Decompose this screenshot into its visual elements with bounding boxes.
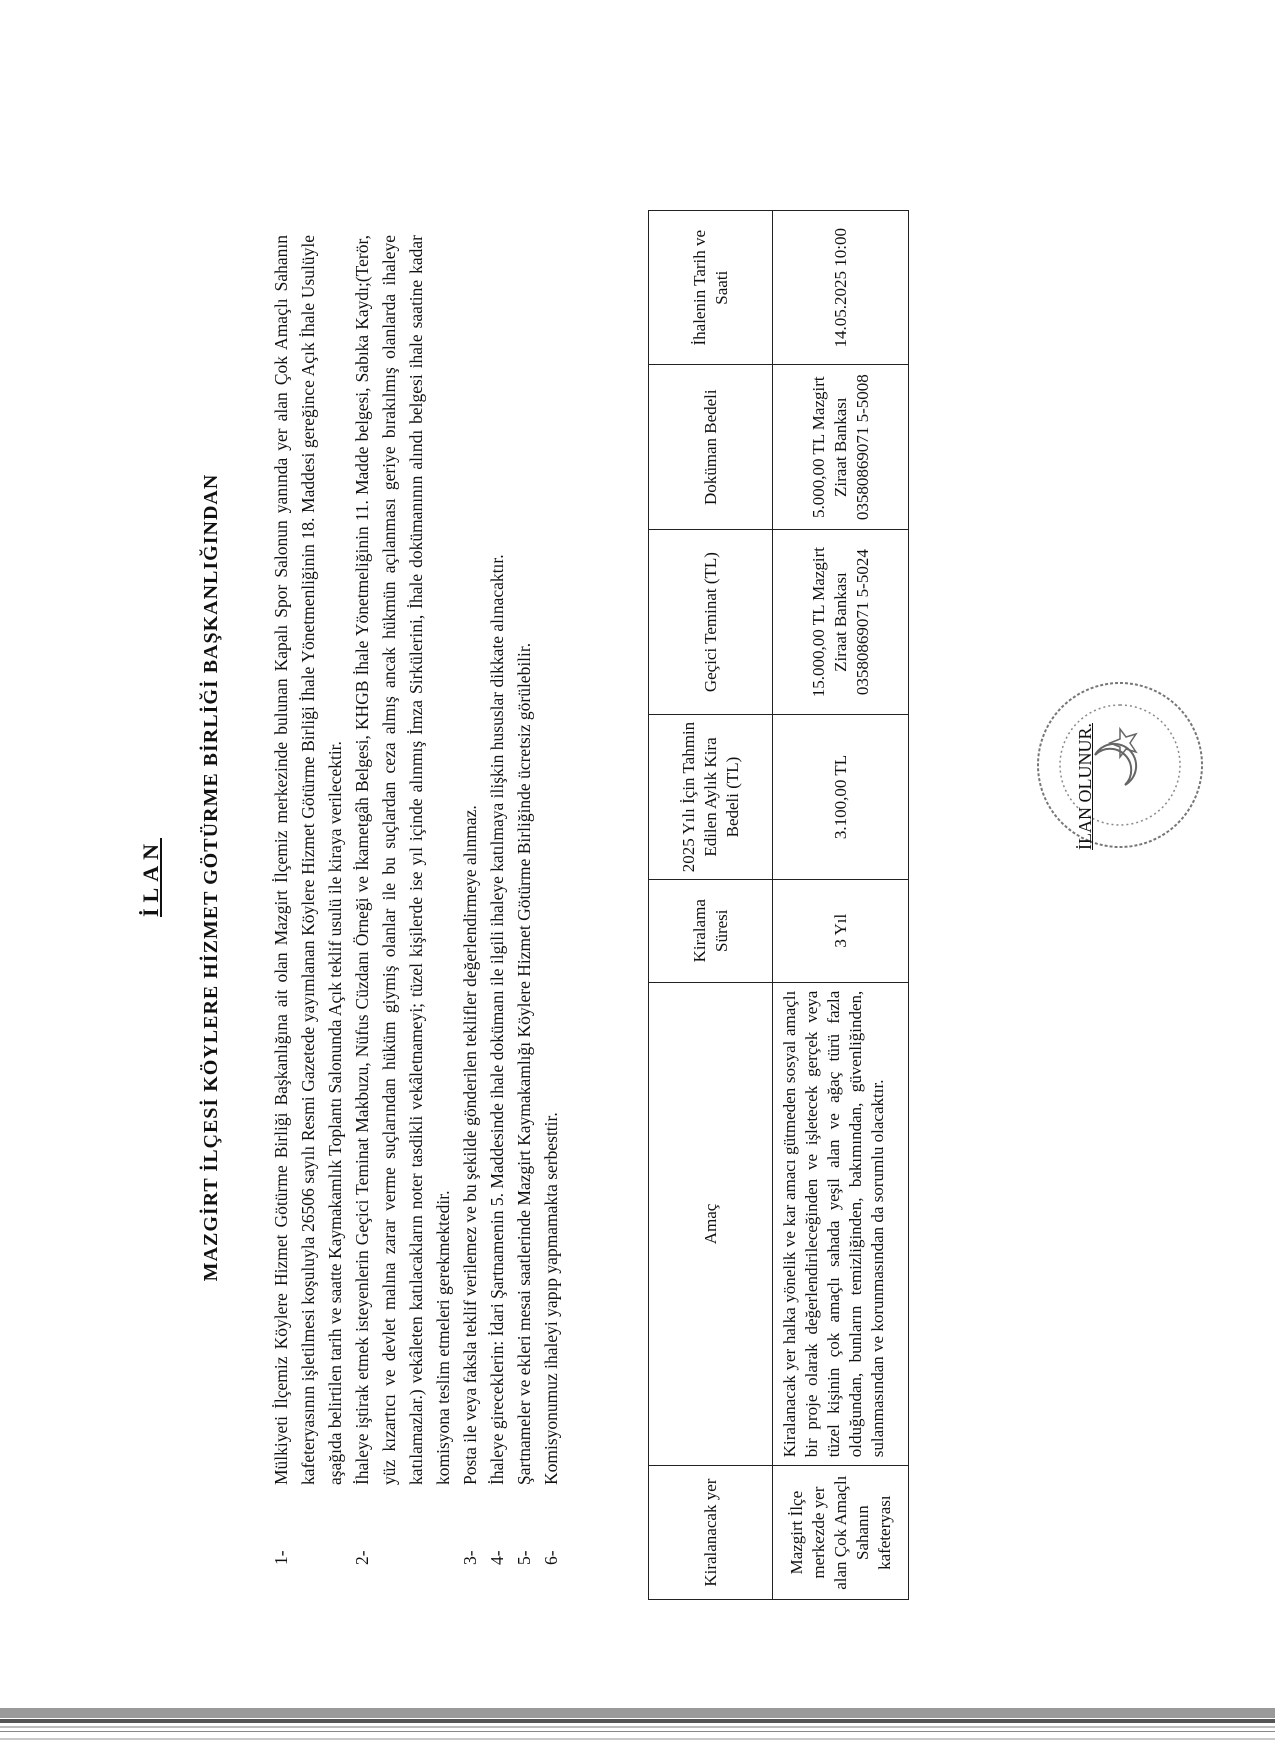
cell-deposit: 15.000,00 TL Mazgirt Ziraat Bankası 03580869071 5-5024 [773,530,909,715]
item-number: 5- [514,1550,534,1565]
table-header-row [649,211,773,1600]
announcement-items [268,235,565,1565]
item-number: 4- [487,1550,507,1565]
cell-duration: 3 Yıl [773,879,909,982]
item-number: 3- [460,1550,480,1565]
rental-table [648,210,909,1600]
scan-artifact-strip [0,1700,1275,1755]
header-deposit: Geçici Teminat (TL) [649,530,773,715]
header-place: Kiralanacak yer [649,1466,773,1600]
item-number: 2- [352,1550,372,1565]
cell-purpose: Kiralanacak yer halka yönelik ve kar amacı gütmeden sosyal amaçlı bir proje olarak değerlendirileceğinden ve işletecek gerçek veya tüzel kişinin çok amaçlı sahada yeşil alan ve ağaç türü fazla olduğundan, bunların temizliğinden, bakımından, güvenliğinden, sulanmasından ve korunmasından da sorumlu olacaktır. [773,982,909,1466]
table-row [773,211,909,1600]
cell-place: Mazgirt İlçe merkezde yer alan Çok Amaçlı Sahanın kafeteryası [773,1466,909,1600]
item-text: Posta ile veya faksla teklif verilemez ve bu şekilde gönderilen teklifler değerlendirmeye alınmaz. [460,805,480,1485]
closing-statement: İLAN OLUNUR. [1075,723,1095,850]
list-item [349,235,457,1565]
item-text: İhaleye iştirak etmek isteyenlerin Geçici Teminat Makbuzu, Nüfus Cüzdanı Örneği ve İkametgâh Belgesi, KHGB İhale Yönetmeliğinin 11. Madde belgesi, Sabıka Kaydı;(Terör, yüz kızartıcı ve devlet malına zarar verme suçlarından hüküm giymiş olanlar ile bu suçlardan ceza almış ancak hükmün açılanması geriye bırakılmış olanlarda ihaleye katılamazlar.) vekâleten katılacakların noter tasdikli vekâletnameyi; tüzel kişilerde ise yıl içinde alınmış İmza Sirkülerini, İhale dokümanının alındı belgesi ihale saatine kadar komisyona teslim etmeleri gerekmektedir. [352,235,453,1485]
list-item [538,235,565,1565]
header-monthly-rent: 2025 Yılı İçin Tahmin Edilen Aylık Kira Bedeli (TL) [649,715,773,880]
official-seal-stamp [1030,675,1210,855]
list-item [268,235,349,1565]
cell-date-time: 14.05.2025 10:00 [773,211,909,365]
organization-heading: MAZGİRT İLÇESİ KÖYLERE HİZMET GÖTÜRME BİRLİĞİ BAŞKANLIĞINDAN [200,473,222,1282]
item-text: Mülkiyeti İlçemiz Köylere Hizmet Götürme Birliği Başkanlığına ait olan Mazgirt İlçemiz merkezinde bulunan Kapalı Spor Salonun yanında yer alan Çok Amaçlı Sahanın kafeteryasının işletilmesi koşuluyla 26506 sayılı Resmi Gazetede yayımlanan Köylere Hizmet Götürme Birliği İhale Yönetmenliğinin 18. Maddesi gereğince Açık İhale Usulüyle aşağıda belirtilen tarih ve saatte Kaymakamlık Toplantı Salonunda Açık teklif usulü ile kiraya verilecektir. [271,235,345,1485]
item-text: İhaleye gireceklerin: İdari Şartnamenin 5. Maddesinde ihale dokümanı ile ilgili ihaleye katılmaya ilişkin hususlar dikkate alınacaktır. [487,554,507,1485]
cell-doc-fee: 5.000,00 TL Mazgirt Ziraat Bankası 03580869071 5-5008 [773,365,909,530]
header-date-time: İhalenin Tarih ve Saati [649,211,773,365]
header-purpose: Amaç [649,982,773,1466]
list-item [457,235,484,1565]
header-doc-fee: Doküman Bedeli [649,365,773,530]
item-number: 6- [541,1550,561,1565]
list-item [484,235,511,1565]
list-item [511,235,538,1565]
header-duration: Kiralama Süresi [649,879,773,982]
item-text: Şartnameler ve ekleri mesai saatlerinde Mazgirt Kaymakamlığı Köylere Hizmet Götürme Birliğinde ücretsiz görülebilir. [514,642,534,1485]
item-text: Komisyonumuz ihaleyi yapıp yapmamakta serbesttir. [541,1112,561,1485]
document-title: İLAN [138,838,163,918]
item-number: 1- [271,1550,291,1565]
cell-monthly-rent: 3.100,00 TL [773,715,909,880]
